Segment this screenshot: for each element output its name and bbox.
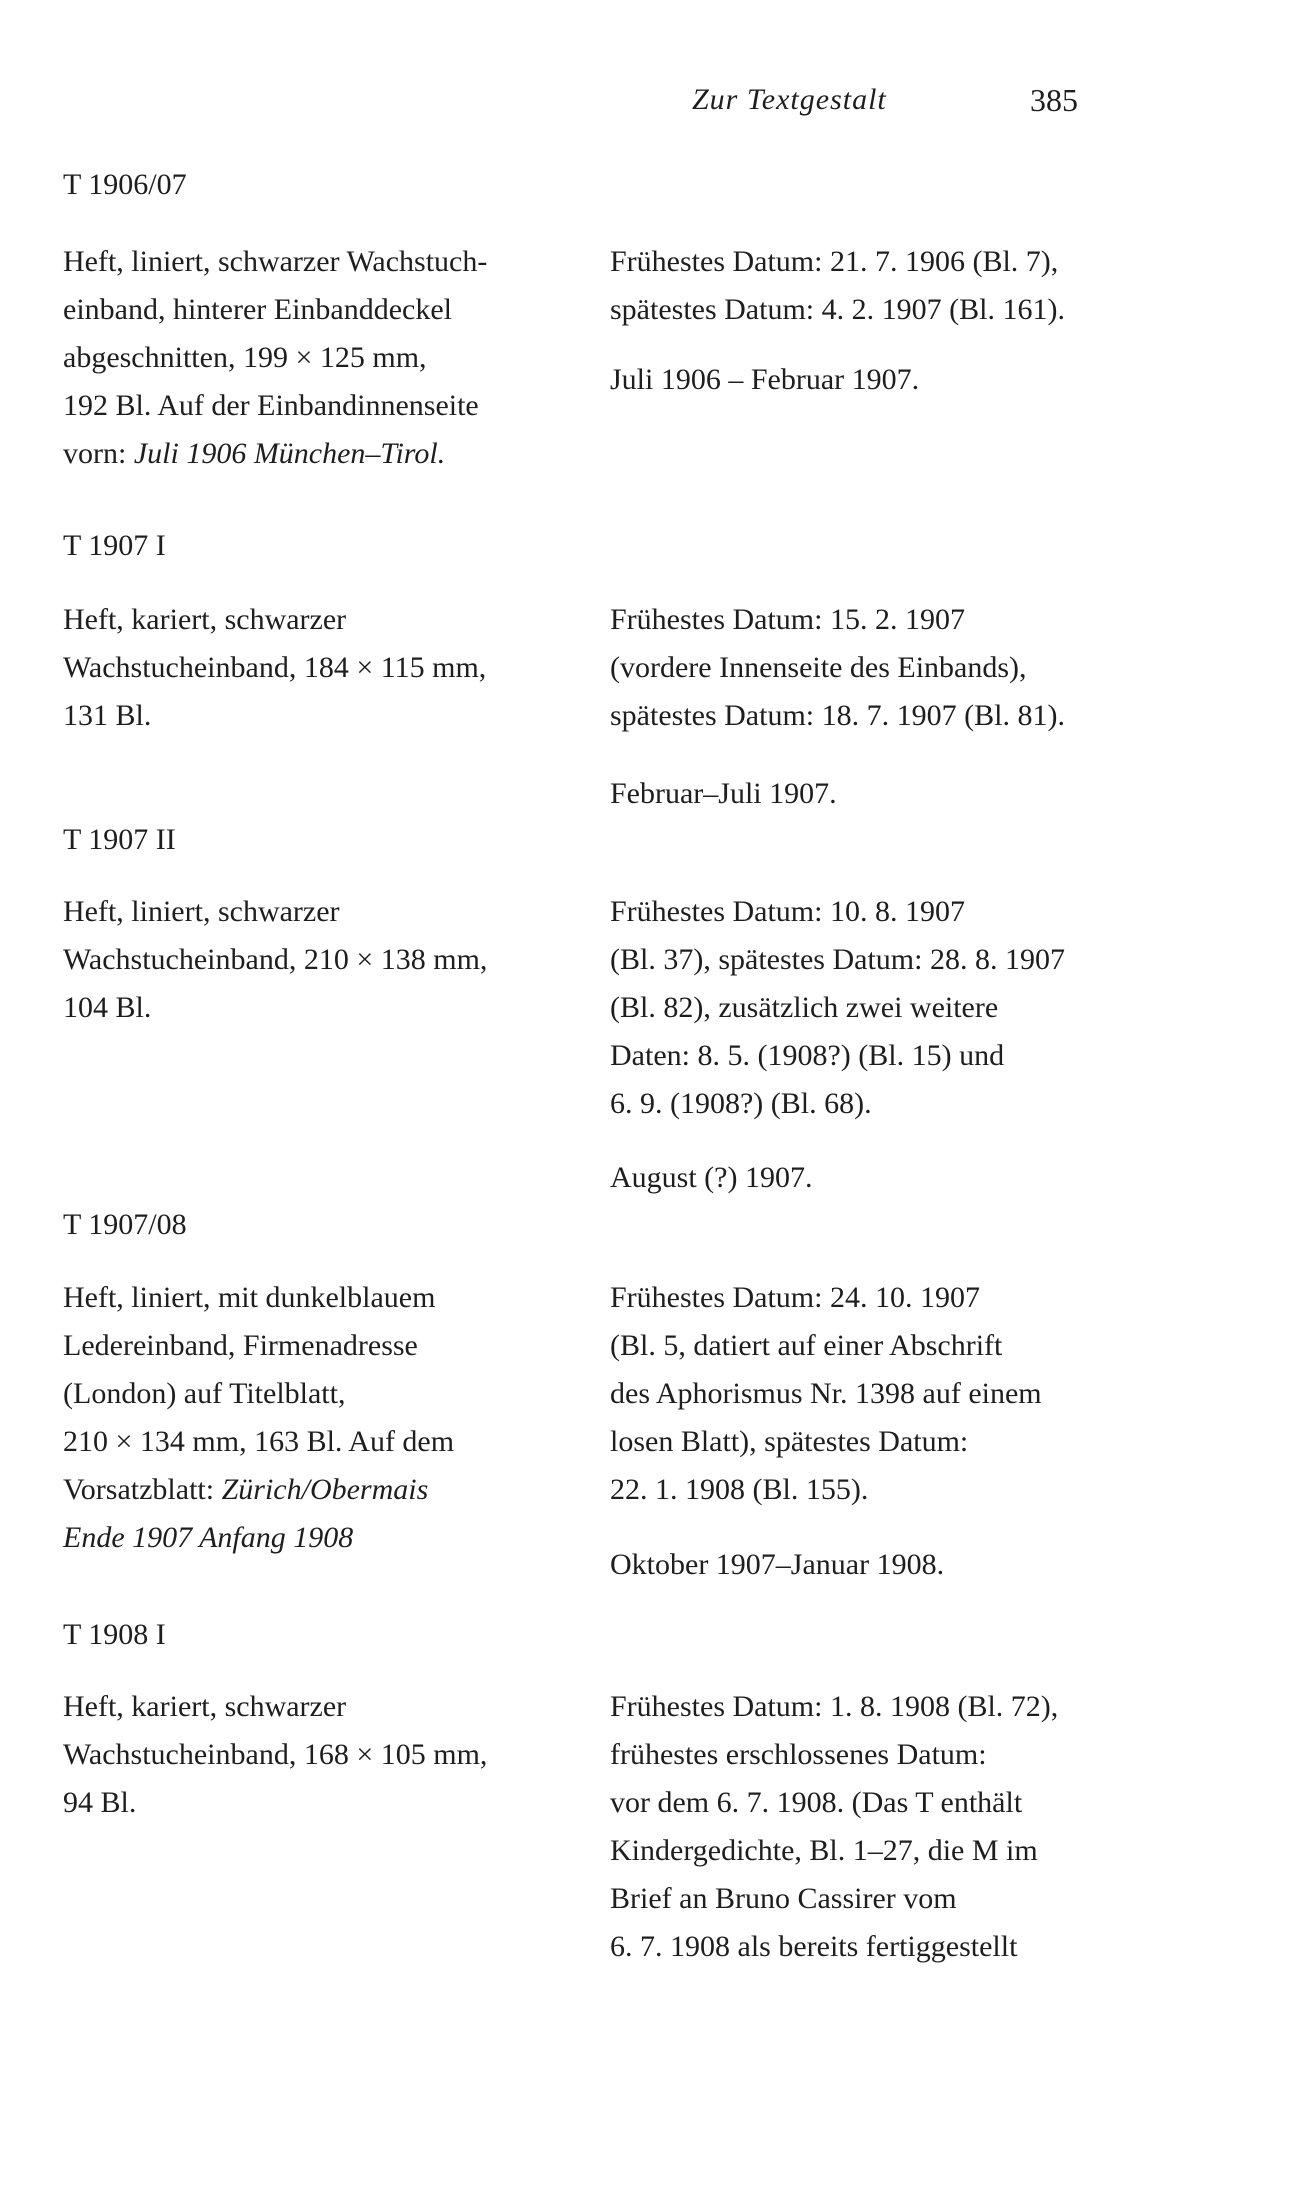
entry-description (63, 1274, 454, 1562)
dating-summary (610, 1541, 944, 1589)
italic-text: Ende 1907 Anfang 1908 (63, 1521, 354, 1554)
text: 192 Bl. Auf der Einbandinnenseite (63, 389, 479, 422)
dating-line: (Bl. 37), spätestes Datum: 28. 8. 1907 (610, 943, 1065, 976)
entry-siglum: T 1908 I (63, 1618, 166, 1651)
dating-line: Frühestes Datum: 1. 8. 1908 (Bl. 72), (610, 1690, 1059, 1723)
text: einband, hinterer Einbanddeckel (63, 293, 453, 326)
italic-text: Zürich/Obermais (221, 1473, 429, 1506)
description-line (63, 1370, 454, 1418)
dating-line: losen Blatt), spätestes Datum: (610, 1425, 969, 1458)
dating-line: Kindergedichte, Bl. 1–27, die M im (610, 1834, 1038, 1867)
dating-details (610, 1683, 1058, 1971)
description-line (63, 888, 487, 936)
dating-line: vor dem 6. 7. 1908. (Das T enthält (610, 1786, 1023, 1819)
text: Heft, kariert, schwarzer (63, 603, 347, 636)
description-line (63, 984, 487, 1032)
description-line (63, 1274, 454, 1322)
description-line (63, 1322, 454, 1370)
description-line (63, 936, 487, 984)
entry-siglum: T 1907 I (63, 529, 166, 562)
dating-details (610, 888, 1065, 1128)
description-line (63, 1514, 454, 1562)
dating-summary (610, 1154, 812, 1202)
text: Wachstucheinband, 184 × 115 mm, (63, 651, 487, 684)
description-line (63, 1779, 487, 1827)
text: vorn: (63, 437, 134, 470)
dating-line: Frühestes Datum: 15. 2. 1907 (610, 603, 965, 636)
dating-line: (Bl. 5, datiert auf einer Abschrift (610, 1329, 1003, 1362)
dating-line: des Aphorismus Nr. 1398 auf einem (610, 1377, 1042, 1410)
description-line (63, 1466, 454, 1514)
dating-line: spätestes Datum: 4. 2. 1907 (Bl. 161). (610, 293, 1065, 326)
description-line (63, 596, 486, 644)
dating-line: 22. 1. 1908 (Bl. 155). (610, 1473, 869, 1506)
dating-line: Brief an Bruno Cassirer vom (610, 1882, 957, 1915)
page-number: 385 (1030, 82, 1078, 118)
dating-line: 6. 7. 1908 als bereits fertiggestellt (610, 1930, 1018, 1963)
text: Heft, liniert, mit dunkelblauem (63, 1281, 436, 1314)
entry-siglum: T 1907 II (63, 823, 176, 856)
dating-summary (610, 770, 837, 818)
description-line (63, 1418, 454, 1466)
dating-line: Oktober 1907–Januar 1908. (610, 1548, 945, 1581)
text: Heft, kariert, schwarzer (63, 1690, 347, 1723)
entry-description (63, 1683, 487, 1827)
entry-siglum: T 1906/07 (63, 168, 187, 201)
dating-line: frühestes erschlossenes Datum: (610, 1738, 987, 1771)
description-line (63, 692, 486, 740)
text: Wachstucheinband, 168 × 105 mm, (63, 1738, 488, 1771)
text: abgeschnitten, 199 × 125 mm, (63, 341, 427, 374)
entry-description (63, 596, 486, 740)
dating-line: Juli 1906 – Februar 1907. (610, 363, 920, 396)
dating-line: (Bl. 82), zusätzlich zwei weitere (610, 991, 999, 1024)
description-line (63, 238, 487, 286)
italic-text: Juli 1906 München–Tirol. (133, 437, 446, 470)
description-line (63, 382, 487, 430)
entry-siglum: T 1907/08 (63, 1208, 187, 1241)
text: 131 Bl. (63, 699, 152, 732)
text: Vorsatzblatt: (63, 1473, 222, 1506)
description-line (63, 334, 487, 382)
running-header-title: Zur Textgestalt (692, 83, 887, 116)
dating-line: August (?) 1907. (610, 1161, 813, 1194)
description-line (63, 644, 486, 692)
dating-details (610, 1274, 1042, 1514)
dating-details (610, 596, 1065, 740)
description-line (63, 286, 487, 334)
dating-line: Februar–Juli 1907. (610, 777, 837, 810)
text: (London) auf Titelblatt, (63, 1377, 346, 1410)
description-line (63, 1731, 487, 1779)
dating-summary (610, 356, 919, 404)
dating-line: 6. 9. (1908?) (Bl. 68). (610, 1087, 872, 1120)
description-line (63, 1683, 487, 1731)
dating-line: Frühestes Datum: 24. 10. 1907 (610, 1281, 980, 1314)
dating-details (610, 238, 1065, 334)
text: Ledereinband, Firmenadresse (63, 1329, 418, 1362)
text: Heft, liniert, schwarzer Wachstuch- (63, 245, 488, 278)
dating-line: Frühestes Datum: 21. 7. 1906 (Bl. 7), (610, 245, 1059, 278)
entry-description (63, 238, 487, 478)
dating-line: (vordere Innenseite des Einbands), (610, 651, 1027, 684)
entry-description (63, 888, 487, 1032)
description-line (63, 430, 487, 478)
text: Wachstucheinband, 210 × 138 mm, (63, 943, 488, 976)
text: 210 × 134 mm, 163 Bl. Auf dem (63, 1425, 455, 1458)
dating-line: Daten: 8. 5. (1908?) (Bl. 15) und (610, 1039, 1005, 1072)
text: Heft, liniert, schwarzer (63, 895, 340, 928)
text: 104 Bl. (63, 991, 152, 1024)
dating-line: spätestes Datum: 18. 7. 1907 (Bl. 81). (610, 699, 1065, 732)
dating-line: Frühestes Datum: 10. 8. 1907 (610, 895, 965, 928)
text: 94 Bl. (63, 1786, 137, 1819)
